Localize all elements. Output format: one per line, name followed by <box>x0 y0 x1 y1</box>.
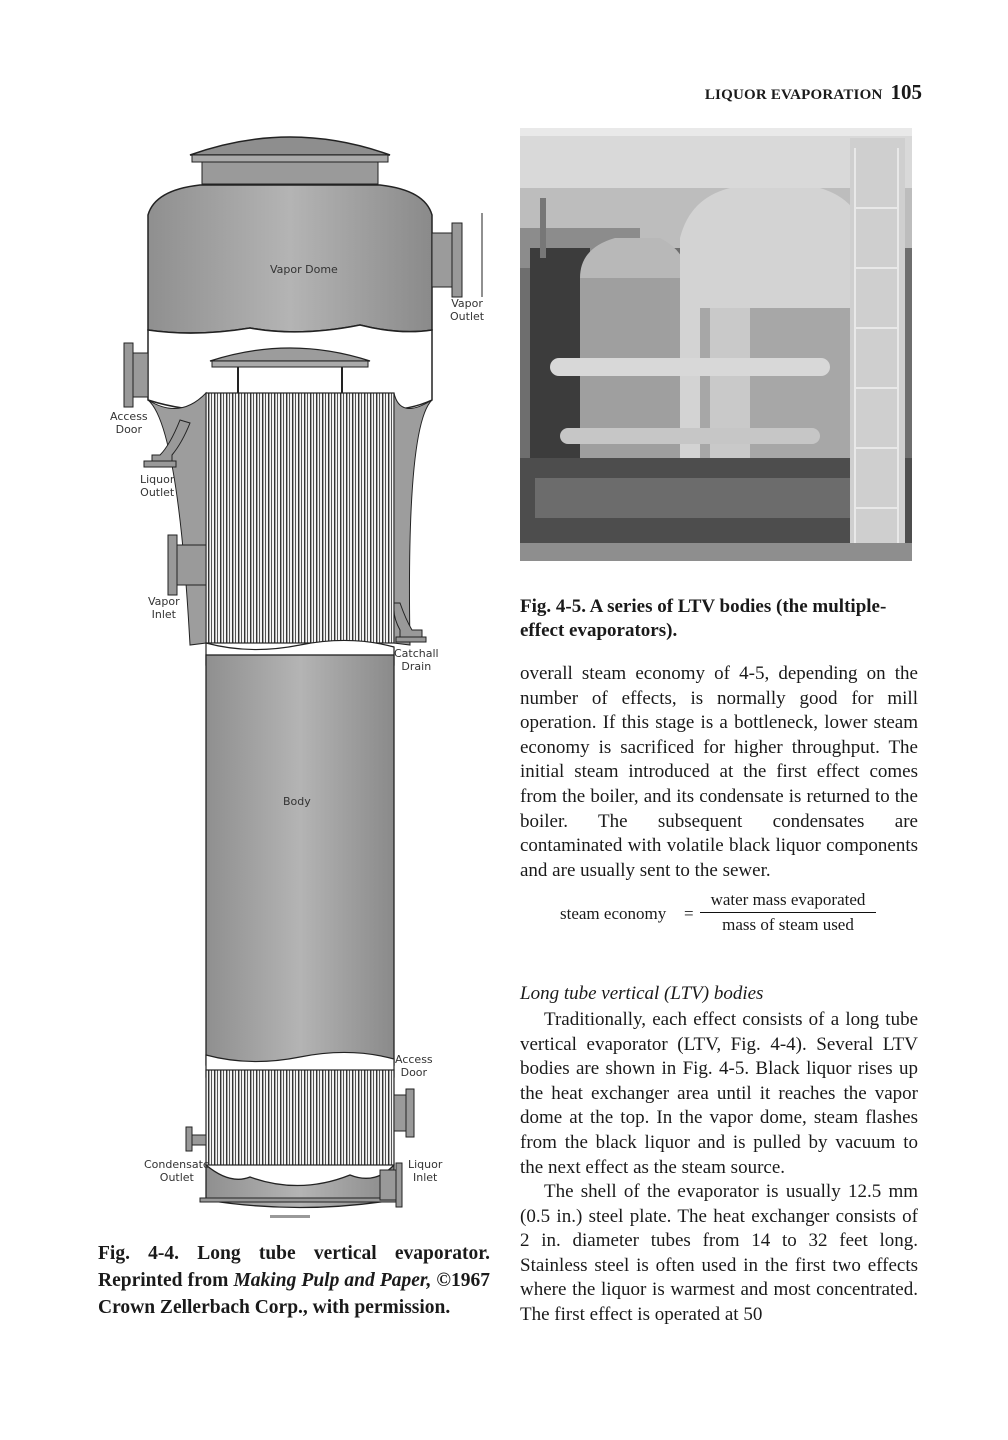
liquor-outlet-flange <box>144 461 176 467</box>
label-liquor-inlet-line1: Liquor <box>408 1158 443 1171</box>
label-access-door-bottom-line1: Access <box>395 1053 433 1066</box>
label-condensate-outlet-line1: Condensate <box>144 1158 210 1171</box>
running-header <box>640 80 922 110</box>
top-cap <box>190 137 390 155</box>
label-condensate-outlet <box>144 1158 210 1184</box>
label-vapor-inlet-line2: Inlet <box>151 608 176 621</box>
top-flange <box>192 155 388 162</box>
label-vapor-inlet-line1: Vapor <box>148 595 180 608</box>
access-door-top-flange <box>124 343 133 407</box>
label-access-door-top <box>110 410 148 436</box>
label-liquor-outlet-line1: Liquor <box>140 473 175 486</box>
figure-4-5-caption <box>520 595 918 643</box>
ltv-bodies-photo <box>520 128 912 561</box>
bottom-flange <box>200 1198 400 1202</box>
label-access-door-bottom <box>395 1053 433 1079</box>
vapor-dome-shell <box>148 185 432 333</box>
label-body: Body <box>283 795 311 808</box>
caption-fig-label: Fig. 4-4. <box>98 1243 180 1264</box>
paragraph-1: overall steam economy of 4-5, depending on the number of effects, is normally good for mill operation. If this stage is a bottleneck, lower steam economy is sacrificed for higher throughput. The initial steam introduced at the first effect comes from the boiler, and its condensate is returned to the boiler. The subsequent condensates are contaminated with volatile black liquor components and are usually sent to the sewer. <box>520 663 918 881</box>
section-heading: Long tube vertical (LTV) bodies <box>520 983 764 1004</box>
steam-economy-equation <box>560 890 890 946</box>
label-access-door-top-line1: Access <box>110 410 148 423</box>
equation-numerator: water mass evaporated <box>700 890 876 913</box>
equation-fraction <box>700 890 876 935</box>
running-title: LIQUOR EVAPORATION <box>704 87 883 103</box>
condensate-outlet-flange <box>186 1127 192 1151</box>
catchall-drain-flange <box>396 637 426 642</box>
vapor-inlet-pipe <box>176 545 206 585</box>
top-neck <box>202 162 378 184</box>
label-access-door-bottom-line2: Door <box>400 1066 428 1079</box>
label-liquor-inlet <box>408 1158 442 1184</box>
equation-lhs: steam economy <box>560 904 667 923</box>
page-number: 105 <box>890 80 922 104</box>
caption-source-title: Making Pulp and Paper, <box>233 1270 432 1291</box>
bottom-nozzle <box>270 1215 310 1218</box>
label-liquor-outlet <box>140 473 174 499</box>
caption-text-2: ©1967 Crown Zellerbach Corp., with permission. <box>98 1270 490 1318</box>
label-liquor-outlet-line2: Outlet <box>140 486 175 499</box>
lower-tube-bundle <box>206 1070 394 1165</box>
label-vapor-inlet <box>148 595 180 621</box>
photo-image <box>520 128 912 561</box>
vapor-outlet-flange <box>452 223 462 297</box>
label-condensate-outlet-line2: Outlet <box>159 1171 194 1184</box>
deflector-plate <box>212 361 368 367</box>
vapor-inlet-flange <box>168 535 177 595</box>
evaporator-drawing <box>100 125 500 1235</box>
liquor-inlet-flange <box>396 1163 402 1207</box>
label-catchall-drain-line2: Drain <box>401 660 432 673</box>
label-vapor-outlet-line2: Outlet <box>450 310 485 323</box>
liquor-inlet-pipe <box>380 1170 398 1200</box>
label-liquor-inlet-line2: Inlet <box>413 1171 438 1184</box>
caption-right-fig-label: Fig. 4-5. <box>520 596 586 617</box>
paragraph-2: Traditionally, each effect consists of a long tube vertical evaporator (LTV, Fig. 4-4). Several LTV bodies are shown in Fig. 4-5. Black liquor rises up the heat exchanger area until it reaches the vapor dome at the top. In the vapor dome, steam flashes from the black liquor and is pulled by vacuum to the next effect as the steam source. <box>520 1009 918 1178</box>
figure-4-4-caption <box>98 1240 490 1321</box>
label-vapor-outlet <box>450 297 484 323</box>
condensate-outlet-pipe <box>192 1135 206 1145</box>
label-vapor-dome: Vapor Dome <box>270 263 338 276</box>
equation-equals: = <box>684 904 694 923</box>
access-door-bottom-flange <box>406 1089 414 1137</box>
label-catchall-drain-line1: Catchall <box>394 647 439 660</box>
caption-right-text: A series of LTV bodies (the multiple-effect evaporators). <box>520 596 887 641</box>
label-catchall-drain <box>394 647 439 673</box>
body-shell <box>206 655 394 1065</box>
caption-text-1: Long tube vertical evaporator. Reprinted from <box>98 1243 491 1291</box>
label-vapor-outlet-line1: Vapor <box>451 297 483 310</box>
equation-denominator: mass of steam used <box>722 915 854 934</box>
label-access-door-top-line2: Door <box>115 423 143 436</box>
upper-tube-bundle <box>206 393 394 643</box>
evaporator-diagram <box>100 125 500 1235</box>
paragraph-3: The shell of the evaporator is usually 12.5 mm (0.5 in.) steel plate. The heat exchanger consists of 2 in. diameter tubes from 14 to 32 feet long. Stainless steel is often used in the first two effects where the liquor is warmest and most concentrated. The first effect is operated at 50 <box>520 1181 918 1325</box>
